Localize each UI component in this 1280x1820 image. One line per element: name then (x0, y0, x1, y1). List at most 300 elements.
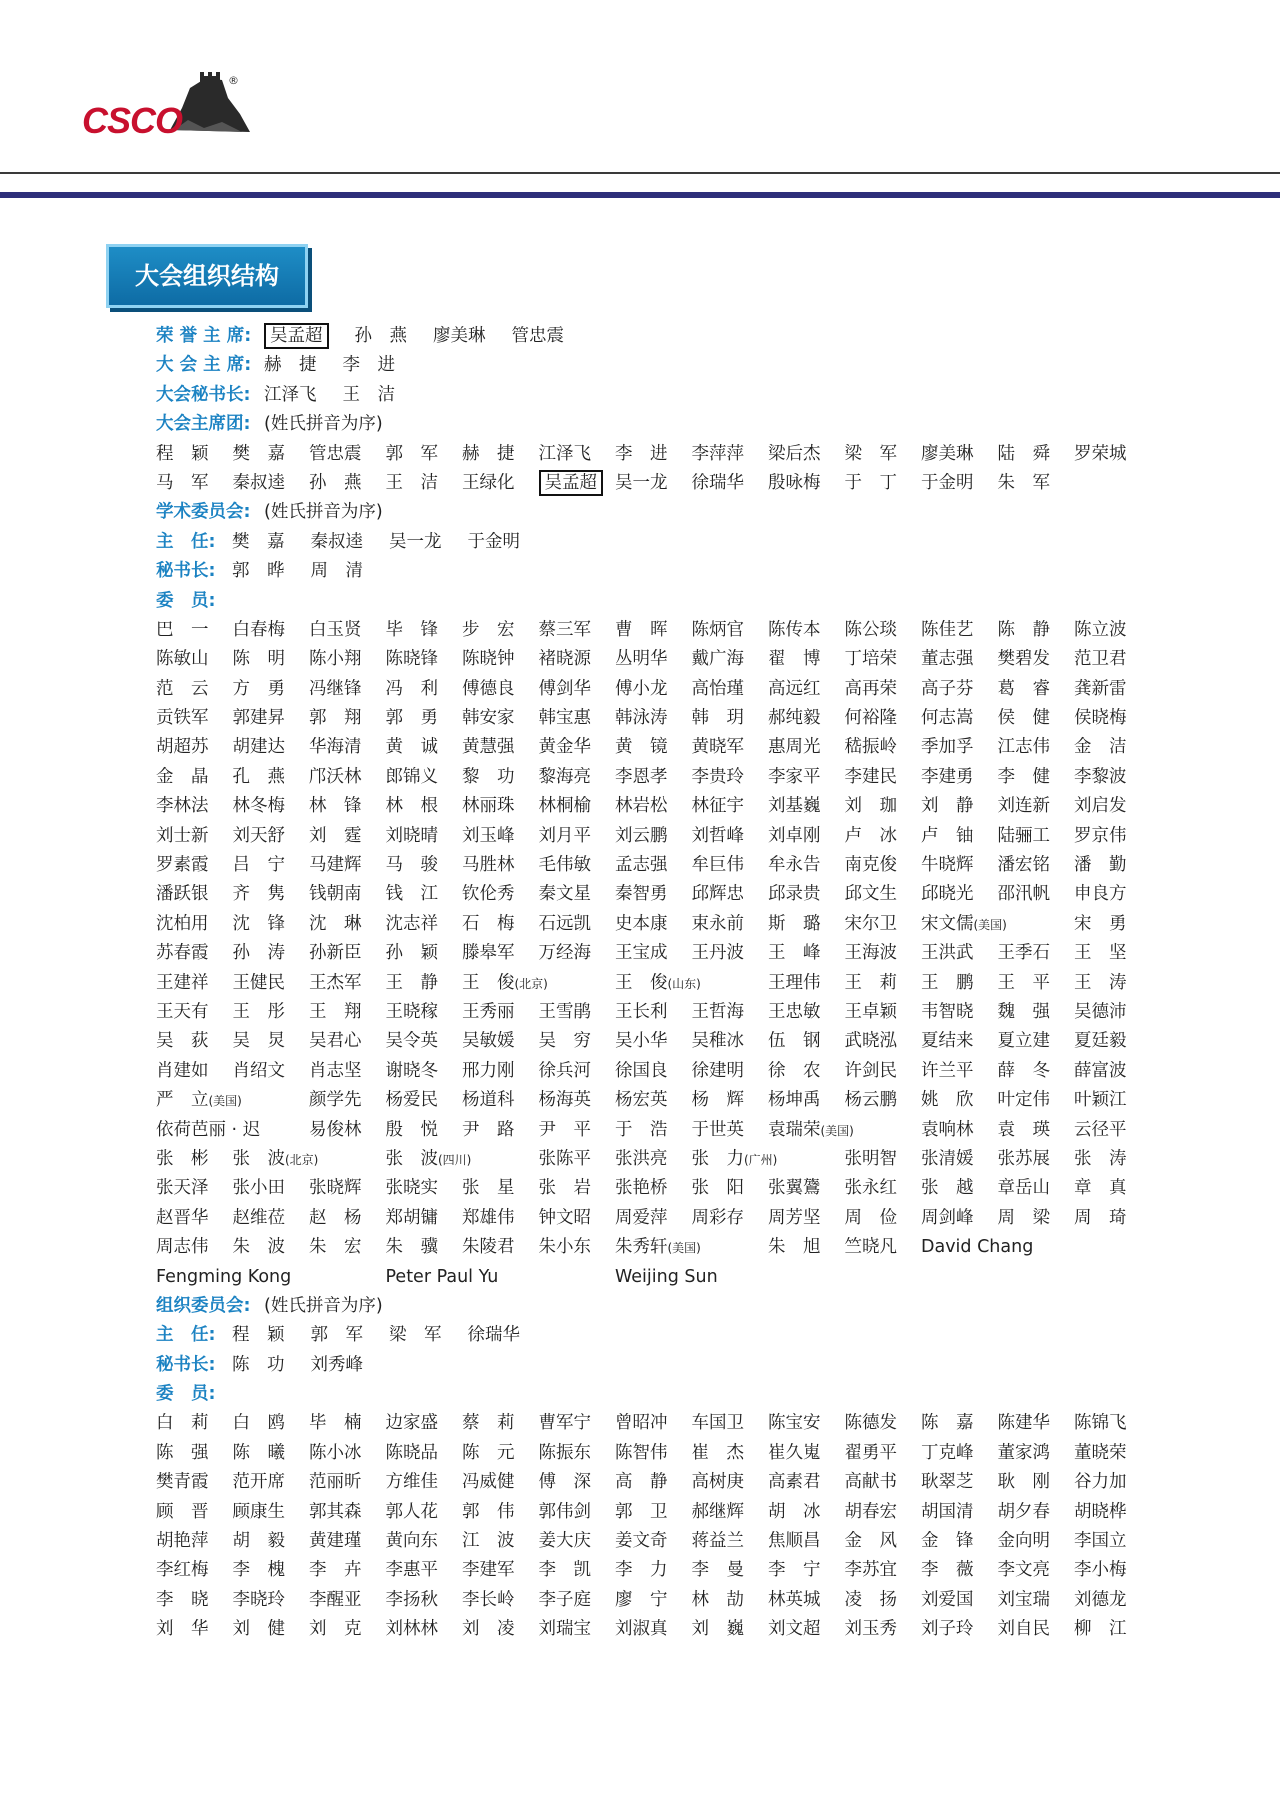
name-text: 徐兵河 (538, 1060, 591, 1081)
name-text: 徐 农 (768, 1060, 821, 1081)
person-name (462, 1468, 515, 1497)
name-text: 钱朝南 (309, 884, 362, 905)
name-text: 刘基巍 (768, 796, 821, 817)
person-name (692, 1527, 745, 1556)
person-name (768, 440, 821, 469)
person-name (921, 910, 1007, 940)
name-text: 金 锋 (921, 1531, 974, 1552)
name-text: 周彩存 (691, 1207, 744, 1228)
name-text: 陈 明 (232, 649, 285, 670)
name-text: 何志嵩 (921, 708, 974, 729)
name-text: 胡国清 (921, 1501, 974, 1522)
name-text: 叶定伟 (997, 1090, 1050, 1111)
name-text: 王哲海 (691, 1001, 744, 1022)
name-text: (姓氏拼音为序) (264, 1295, 383, 1316)
person-name (539, 1057, 592, 1086)
person-name (462, 1057, 515, 1086)
name-text: 孙新臣 (309, 943, 362, 964)
person-name (921, 792, 974, 821)
name-text: 侯 健 (997, 708, 1050, 729)
name-grid-row (156, 1233, 1156, 1262)
person-name (462, 1586, 515, 1615)
name-text: 张洪亮 (615, 1148, 668, 1169)
name-text: 邝沃林 (309, 766, 362, 787)
name-text: 金 洁 (1074, 737, 1127, 758)
name-text: 王杰军 (309, 972, 362, 993)
person-name (156, 1468, 209, 1497)
name-text: 万经海 (538, 943, 591, 964)
person-name (233, 1527, 286, 1556)
name-text: 颜学先 (309, 1090, 362, 1111)
label-row (156, 1380, 1156, 1409)
name-text: 李贵玲 (691, 766, 744, 787)
name-text: 吴 炅 (232, 1031, 285, 1052)
name-text: 吕 宁 (232, 855, 285, 876)
person-name (998, 1615, 1051, 1644)
name-text: 王 翔 (309, 1001, 362, 1022)
name-text: 吴一龙 (615, 472, 668, 493)
person-name (615, 998, 668, 1027)
name-text: 程 颖 (156, 443, 209, 464)
name-text: 朱 旭 (768, 1237, 821, 1258)
name-text: 林岩松 (615, 796, 668, 817)
person-name (462, 910, 515, 939)
person-name (309, 792, 362, 821)
name-text: 刘 珈 (844, 796, 897, 817)
name-text: 马 军 (156, 472, 209, 493)
person-name (998, 1586, 1051, 1615)
name-text: 陈敏山 (156, 649, 209, 670)
person-name (845, 851, 898, 880)
name-text: 孙 燕 (309, 472, 362, 493)
person-name (462, 704, 515, 733)
name-text: 赫 捷 (462, 443, 515, 464)
person-name (539, 1145, 592, 1174)
person-name (921, 675, 974, 704)
person-name (233, 1468, 286, 1497)
person-name (156, 440, 209, 469)
person-name (1074, 1615, 1127, 1644)
name-text: 王雪鹃 (538, 1001, 591, 1022)
person-name (156, 1409, 209, 1438)
person-name (156, 1527, 209, 1556)
person-name (462, 792, 515, 821)
person-name (1074, 851, 1127, 880)
name-text: 郭 军 (385, 443, 438, 464)
name-text: 罗京伟 (1074, 825, 1127, 846)
person-name (156, 704, 209, 733)
label-row (156, 528, 1156, 557)
person-name (156, 733, 209, 762)
person-name (998, 792, 1051, 821)
person-name (539, 1556, 592, 1585)
name-text: 潘 勤 (1074, 855, 1127, 876)
person-name (615, 1263, 718, 1292)
person-name (692, 1468, 745, 1497)
name-grid-row (156, 851, 1156, 880)
person-name (1074, 763, 1127, 792)
name-text: 孟志强 (615, 855, 668, 876)
name-text: 江泽飞 (264, 384, 317, 405)
name-text: 黄建瑾 (309, 1531, 362, 1552)
person-name (768, 851, 821, 880)
person-name (921, 1086, 974, 1115)
name-text: 蒋益兰 (691, 1531, 744, 1552)
name-text: 管忠震 (309, 443, 362, 464)
person-name (311, 557, 364, 586)
name-text: 宋尔卫 (844, 913, 897, 934)
name-text: 于 浩 (615, 1119, 668, 1140)
name-text: 刘天舒 (232, 825, 285, 846)
person-name (462, 1174, 515, 1203)
person-name (921, 1468, 974, 1497)
person-name (156, 910, 209, 939)
name-text: 黄向东 (385, 1531, 438, 1552)
name-text: 潘宏铭 (997, 855, 1050, 876)
name-text: 高树庚 (691, 1472, 744, 1493)
name-text: 钦伦秀 (462, 884, 515, 905)
person-name (1074, 616, 1127, 645)
name-text: 朱 骥 (385, 1237, 438, 1258)
name-text: 张 阳 (691, 1178, 744, 1199)
row-label: 大会主席团: (156, 414, 251, 435)
logo-text: CSCO (82, 100, 183, 141)
person-name (845, 1174, 898, 1203)
person-name (309, 1586, 362, 1615)
person-name (309, 1409, 362, 1438)
name-text: 刘子玲 (921, 1619, 974, 1640)
person-name (768, 645, 821, 674)
person-name (768, 469, 821, 498)
person-name (692, 1498, 745, 1527)
name-text: 吴孟超 (539, 470, 604, 496)
name-text: 黄慧强 (462, 737, 515, 758)
name-text: 魏 强 (997, 1001, 1050, 1022)
person-name (462, 763, 515, 792)
label-row (156, 1351, 1156, 1380)
person-name (233, 763, 286, 792)
person-name (1074, 1027, 1127, 1056)
person-name (386, 1174, 439, 1203)
name-text: 陈 曦 (232, 1442, 285, 1463)
name-text: 南克俊 (844, 855, 897, 876)
person-name (156, 1439, 209, 1468)
name-text: 胡 毅 (232, 1531, 285, 1552)
person-name (309, 1556, 362, 1585)
name-text: 马建辉 (309, 855, 362, 876)
name-text: 吴令英 (385, 1031, 438, 1052)
person-name (386, 1556, 439, 1585)
person-name (921, 969, 974, 998)
person-name (768, 822, 821, 851)
person-name (156, 1174, 209, 1203)
person-name (768, 998, 821, 1027)
name-text: 王 俊 (615, 972, 668, 993)
name-text: 杨宏英 (615, 1090, 668, 1111)
name-text: 王 坚 (1074, 943, 1127, 964)
person-name (615, 675, 668, 704)
name-grid-row (156, 1027, 1156, 1056)
name-text: 周志伟 (156, 1237, 209, 1258)
person-name (845, 822, 898, 851)
person-name (615, 1057, 668, 1086)
name-text: 李黎波 (1074, 766, 1127, 787)
name-text: 周 琦 (1074, 1207, 1127, 1228)
name-text: 吴君心 (309, 1031, 362, 1052)
person-name (539, 1468, 592, 1497)
person-name (156, 1086, 242, 1116)
name-text: 李长岭 (462, 1589, 515, 1610)
name-text: 陈小冰 (309, 1442, 362, 1463)
registered-mark: ® (228, 74, 239, 87)
person-name (692, 792, 745, 821)
name-text: 张 星 (462, 1178, 515, 1199)
person-name (539, 822, 592, 851)
name-text: 张 波 (385, 1148, 438, 1169)
row-label: 大 会 主 席: (156, 355, 252, 376)
person-name (921, 1027, 974, 1056)
name-text: 陈建华 (997, 1413, 1050, 1434)
person-name (921, 645, 974, 674)
name-text: 惠周光 (768, 737, 821, 758)
person-name (845, 1615, 898, 1644)
person-name (768, 763, 821, 792)
person-name (462, 1027, 515, 1056)
name-text: 肖志坚 (309, 1060, 362, 1081)
name-text: 吴德沛 (1074, 1001, 1127, 1022)
name-text: 尹 平 (538, 1119, 591, 1140)
person-name (309, 1027, 362, 1056)
name-text: 刘启发 (1074, 796, 1127, 817)
person-name (998, 1527, 1051, 1556)
name-text: 谢晓冬 (385, 1060, 438, 1081)
person-name (309, 969, 362, 998)
person-name (539, 675, 592, 704)
name-text: 江泽飞 (538, 443, 591, 464)
person-name (921, 440, 974, 469)
person-name (512, 322, 565, 351)
person-name (386, 792, 439, 821)
name-text: 孙 燕 (354, 326, 407, 346)
person-name (233, 998, 286, 1027)
person-name (539, 1498, 592, 1527)
name-text: 丁克峰 (921, 1442, 974, 1463)
person-name (539, 1527, 592, 1556)
person-name (156, 998, 209, 1027)
person-name (692, 704, 745, 733)
name-text: 郭 军 (310, 1325, 363, 1346)
name-text: 林桐榆 (538, 796, 591, 817)
person-name (264, 381, 317, 410)
name-text: 陈 功 (232, 1354, 285, 1375)
name-text: 石远凯 (538, 913, 591, 934)
person-name (845, 1468, 898, 1497)
person-name (998, 851, 1051, 880)
person-name (309, 1233, 362, 1262)
person-name (615, 851, 668, 880)
person-name (921, 880, 974, 909)
name-text: 林 根 (385, 796, 438, 817)
name-text: 王宝成 (615, 943, 668, 964)
name-text: 王 洁 (342, 384, 395, 405)
label-row (156, 410, 1156, 439)
person-name (386, 939, 439, 968)
name-text: 樊 嘉 (232, 443, 285, 464)
person-name (921, 1439, 974, 1468)
name-text: 梁 军 (389, 1325, 442, 1346)
person-name (1074, 675, 1127, 704)
person-name (386, 1409, 439, 1438)
name-grid-row (156, 616, 1156, 645)
name-text: 郑胡镛 (385, 1207, 438, 1228)
person-name (998, 1174, 1051, 1203)
name-text: 易俊林 (309, 1119, 362, 1140)
person-name (309, 1086, 362, 1115)
name-text: 李建军 (462, 1560, 515, 1581)
person-name (462, 440, 515, 469)
person-name (845, 1233, 898, 1262)
person-name (462, 969, 548, 999)
name-text: 刘哲峰 (691, 825, 744, 846)
name-text: 廖美琳 (433, 326, 486, 346)
person-name (845, 704, 898, 733)
name-text: 薛 冬 (997, 1060, 1050, 1081)
name-grid-row (156, 1615, 1156, 1644)
name-text: 王 俊 (462, 972, 515, 993)
person-name (845, 1409, 898, 1438)
person-name (615, 969, 701, 999)
person-name (615, 1468, 668, 1497)
name-text: 张 涛 (1074, 1148, 1127, 1169)
label-row (156, 1321, 1156, 1350)
row-label: 大会秘书长: (156, 384, 251, 405)
person-name (539, 440, 592, 469)
name-text: 曾昭冲 (615, 1413, 668, 1434)
person-name (233, 1204, 286, 1233)
name-text: 樊青霞 (156, 1472, 209, 1493)
name-text: 吴孟超 (264, 323, 329, 349)
person-name (615, 645, 668, 674)
person-name (264, 351, 317, 380)
person-name (998, 939, 1051, 968)
name-text: 李红梅 (156, 1560, 209, 1581)
person-name (539, 910, 592, 939)
name-text: 王 峰 (768, 943, 821, 964)
name-text: 黄 诚 (385, 737, 438, 758)
person-name (845, 675, 898, 704)
person-name (309, 440, 362, 469)
row-label: 委 员: (156, 590, 216, 611)
person-name (311, 1321, 364, 1350)
person-name (845, 1027, 898, 1056)
person-name (845, 469, 898, 498)
person-name (768, 1556, 821, 1585)
name-text: 黄 镜 (615, 737, 668, 758)
person-name (768, 1527, 821, 1556)
person-name (921, 1615, 974, 1644)
person-name (692, 910, 745, 939)
name-text: 邱晓光 (921, 884, 974, 905)
person-name (156, 1116, 260, 1145)
csco-logo (82, 70, 252, 145)
name-grid-row (156, 822, 1156, 851)
person-name (309, 1527, 362, 1556)
name-text: 李恩孝 (615, 766, 668, 787)
label-row (156, 351, 1156, 380)
person-name (692, 939, 745, 968)
person-name (233, 1409, 286, 1438)
label-row (156, 557, 1156, 586)
name-grid-row (156, 880, 1156, 909)
name-text: 尹 路 (462, 1119, 515, 1140)
person-name (768, 880, 821, 909)
person-name (539, 939, 592, 968)
name-text: 张 越 (921, 1178, 974, 1199)
row-label: 学术委员会: (156, 502, 251, 523)
person-name (539, 616, 592, 645)
person-name (1074, 1556, 1127, 1585)
name-text: 陈小翔 (309, 649, 362, 670)
name-text: 陈 嘉 (921, 1413, 974, 1434)
person-name (539, 1409, 592, 1438)
person-name (921, 998, 974, 1027)
person-name (615, 733, 668, 762)
name-text: 胡艳萍 (156, 1531, 209, 1552)
name-text: 范丽昕 (309, 1472, 362, 1493)
name-text: 丛明华 (615, 649, 668, 670)
name-text: 束永前 (691, 913, 744, 934)
name-text: 周 清 (310, 561, 363, 582)
person-name (1074, 733, 1127, 762)
person-name (692, 616, 745, 645)
person-name (386, 1233, 439, 1262)
person-name (692, 1409, 745, 1438)
person-name (156, 1615, 209, 1644)
name-text: 郭 翔 (309, 708, 362, 729)
person-name (539, 763, 592, 792)
person-name (615, 880, 668, 909)
name-text: 卢 铀 (921, 825, 974, 846)
person-name (1074, 939, 1127, 968)
person-name (468, 528, 521, 557)
name-text: 黎海亮 (538, 766, 591, 787)
person-name (309, 1615, 362, 1644)
person-name (539, 792, 592, 821)
person-name (845, 1556, 898, 1585)
name-text: 张陈平 (538, 1148, 591, 1169)
person-name (692, 763, 745, 792)
name-text: 邱文生 (844, 884, 897, 905)
person-name (921, 1204, 974, 1233)
name-text: 陈 静 (997, 619, 1050, 640)
person-name (232, 557, 285, 586)
person-name (998, 1027, 1051, 1056)
person-name (692, 1615, 745, 1644)
person-name (386, 1527, 439, 1556)
name-text: 李文亮 (997, 1560, 1050, 1581)
name-text: 韦智晓 (921, 1001, 974, 1022)
person-name (768, 1409, 821, 1438)
person-name (232, 1321, 285, 1350)
name-text: 杨海英 (538, 1090, 591, 1111)
person-name (309, 851, 362, 880)
name-grid-row (156, 733, 1156, 762)
name-text: 赵 杨 (309, 1207, 362, 1228)
name-text: 傅小龙 (615, 678, 668, 699)
name-text: 梁后杰 (768, 443, 821, 464)
person-name (998, 1498, 1051, 1527)
person-name (462, 1556, 515, 1585)
